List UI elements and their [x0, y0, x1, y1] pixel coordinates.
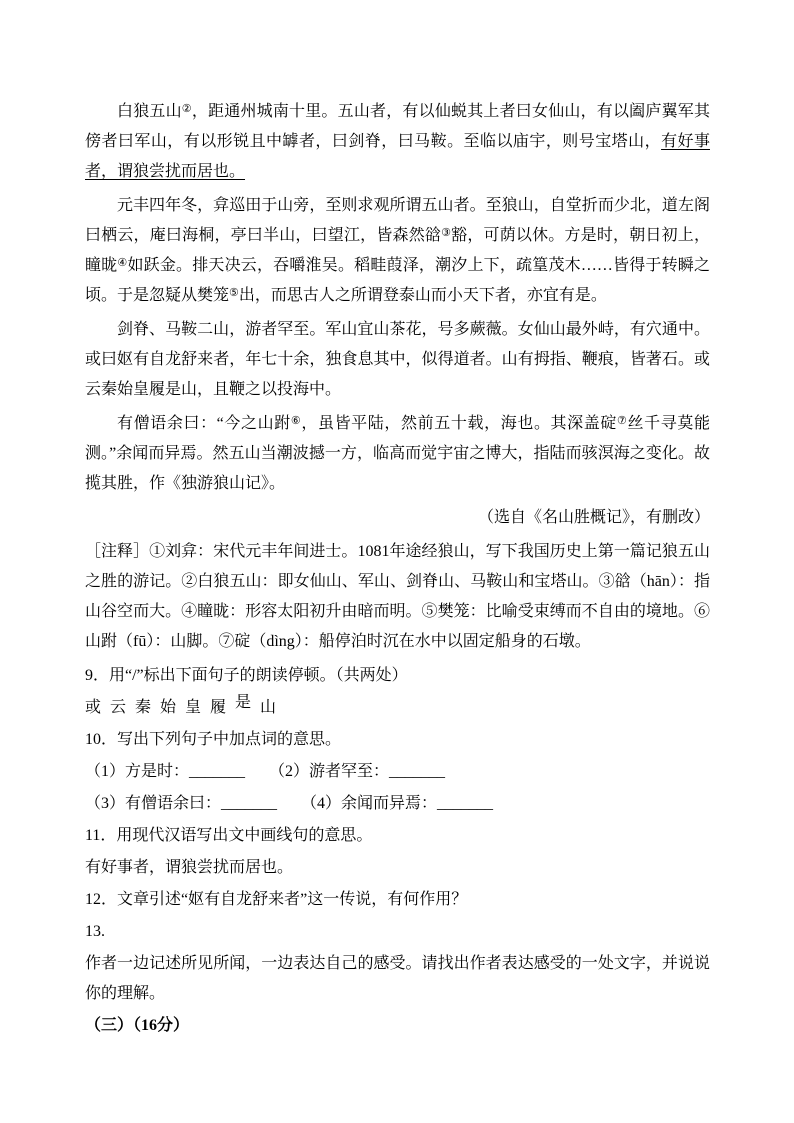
- article-paragraph-1: [85, 97, 710, 187]
- annotations: ［注释］①刘弇：宋代元丰年间进士。1081年途经狼山，写下我国历史上第一篇记狼五山之胜的游记。②白狼五山：即女仙山、军山、剑脊山、马鞍山和宝塔山。③谽（hān）：指山谷空而大。④瞳昽：形容太阳初升由暗而明。⑤樊笼：比喻受束缚而不自由的境地。⑥山跗（fū）：山脚。⑦碇（dìng）：船停泊时沉在水中以固定船身的石墩。: [85, 543, 710, 650]
- article-paragraph-4: 有僧语余曰：“今之山跗⑥，虽皆平陆，然前五十载，海也。其深盖碇⑦丝千寻莫能测。”余闻而异焉。然五山当潮波撼一方，临高而觉宇宙之博大，指陆而骇溟海之变化。故揽其胜，作《独游狼山记》。: [85, 415, 710, 492]
- question-12-label: 12．文章引述“妪有自龙舒来者”这一传说，有何作用？: [85, 891, 468, 908]
- question-11-sentence: 有好事者，谓狼尝扰而居也。: [85, 859, 294, 876]
- question-10-label: 10．写出下列句子中加点词的意思。: [85, 731, 342, 748]
- questions-section: [85, 661, 710, 1041]
- article-paragraph-3: 剑脊、马鞍二山，游者罕至。军山宜山茶花，号多蕨薇。女仙山最外峙，有穴通中。或曰妪有自龙舒来者，年七十余，独食息其中，似得道者。山有拇指、鞭痕，皆著石。或云秦始皇履是山，且鞭之以投海中。: [85, 321, 710, 398]
- question-13-number: 13.: [85, 923, 105, 940]
- paragraph-1-underlined-sentence: 有好事者，谓狼尝扰而居也。: [85, 133, 710, 180]
- paragraph-1-text: 白狼五山②，距通州城南十里。五山者，有以仙蜕其上者曰女仙山，有以阖庐翼军其傍者曰军山，有以形锐且中罅者，曰剑脊，曰马鞍。至临以庙宇，则号宝塔山，: [85, 103, 710, 150]
- question-9-sentence-part1: 或 云 秦 始 皇 履: [85, 699, 227, 716]
- question-9-label: 9．用“/”标出下面句子的朗读停顿。（共两处）: [85, 667, 408, 684]
- question-9-sentence-raised-char: 是: [226, 694, 252, 711]
- reading-passage: [85, 97, 710, 657]
- question-10-blanks-row1: （1）方是时：_______ （2）游者罕至：_______: [85, 763, 446, 780]
- section-three-header: （三）（16分）: [85, 1017, 190, 1034]
- question-9-sentence: [85, 693, 710, 723]
- question-11-label: 11．用现代汉语写出文中画线句的意思。: [85, 827, 373, 844]
- question-10-blanks-row2: （3）有僧语余曰：_______ （4）余闻而异焉：_______: [85, 795, 494, 812]
- question-9-sentence-part2: 山: [251, 699, 277, 716]
- article-paragraph-2: 元丰四年冬，弇巡田于山旁，至则求观所谓五山者。至狼山，自堂折而少北，道左阁曰栖云，庵曰海桐，亭曰半山，曰望江，皆森然谽③豁，可荫以休。方是时，朝日初上，瞳昽④如跃金。排天决云，吞嚼淮吴。稻畦葭泽，潮汐上下，疏篁茂木……皆得于转瞬之顷。于是忽疑从樊笼⑤出，而思古人之所谓登泰山而小天下者，亦宜有是。: [85, 197, 710, 304]
- question-13-text: 作者一边记述所见所闻，一边表达自己的感受。请找出作者表达感受的一处文字，并说说你的理解。: [85, 955, 710, 1002]
- source-attribution: （选自《名山胜概记》，有删改）: [477, 509, 710, 526]
